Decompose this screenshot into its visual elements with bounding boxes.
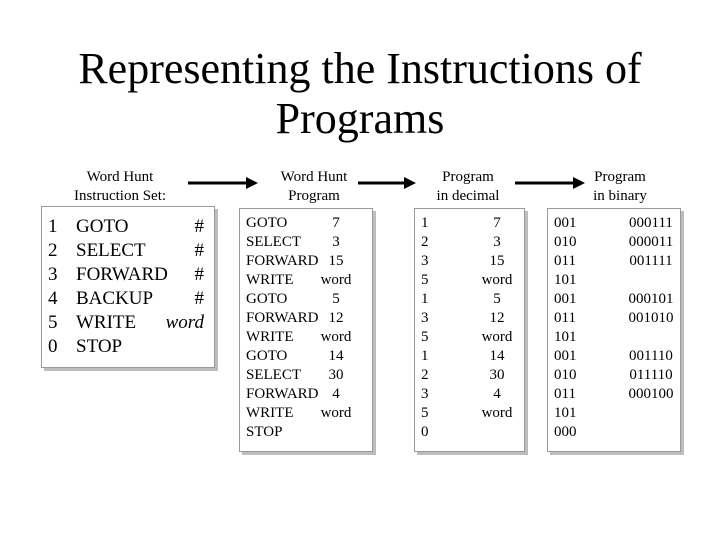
program-line — [240, 309, 372, 328]
program-line — [548, 347, 680, 366]
program-arg: 4 — [493, 386, 501, 402]
program-line — [548, 366, 680, 385]
program-arg: 3 — [493, 234, 501, 250]
program-arg: 000100 — [628, 386, 674, 402]
header-line: Program — [442, 169, 494, 185]
program-op: FORWARD — [246, 386, 319, 402]
program-arg: 3 — [332, 234, 340, 250]
instruction-code: 0 — [48, 336, 58, 357]
program-line — [415, 214, 524, 233]
program-op: GOTO — [246, 348, 288, 364]
program-arg: word — [320, 405, 352, 421]
program-line — [548, 328, 680, 347]
program-op: SELECT — [246, 234, 301, 250]
program-line — [415, 290, 524, 309]
instruction-name: SELECT — [76, 240, 146, 261]
title-line-1: Representing the Instructions of — [78, 44, 642, 93]
program-arg: 14 — [489, 348, 505, 364]
program-line — [415, 271, 524, 290]
program-line — [240, 233, 372, 252]
program-arg: word — [320, 329, 352, 345]
program-line — [240, 366, 372, 385]
instruction-set-box — [41, 206, 215, 368]
program-line — [415, 404, 524, 423]
program-arg: 30 — [489, 367, 505, 383]
program-line — [415, 347, 524, 366]
program-binary-box — [547, 208, 681, 452]
instruction-name: WRITE — [76, 312, 137, 333]
program-line — [415, 423, 524, 442]
instruction-code: 2 — [48, 240, 58, 261]
program-op: WRITE — [246, 405, 294, 421]
program-arg: word — [481, 272, 513, 288]
arrow-right-icon — [515, 175, 587, 191]
program-op: 001 — [554, 215, 577, 231]
program-line — [240, 404, 372, 423]
program-op: 011 — [554, 253, 576, 269]
header-line: in binary — [593, 188, 647, 204]
program-line — [548, 290, 680, 309]
program-op: 5 — [421, 405, 429, 421]
program-line — [548, 271, 680, 290]
program-arg: word — [481, 329, 513, 345]
program-arg: 7 — [332, 215, 340, 231]
instruction-row — [42, 239, 214, 263]
program-arg: 15 — [489, 253, 505, 269]
program-op: FORWARD — [246, 253, 319, 269]
program-op: GOTO — [246, 215, 288, 231]
program-line — [415, 328, 524, 347]
instruction-code: 5 — [48, 312, 58, 333]
program-arg: 000011 — [628, 234, 674, 250]
program-op: 3 — [421, 310, 429, 326]
program-op: 000 — [554, 424, 577, 440]
instruction-row — [42, 335, 214, 359]
header-line: Word Hunt — [86, 169, 154, 185]
program-arg: 4 — [332, 386, 340, 402]
program-op: 101 — [554, 329, 577, 345]
program-op: 3 — [421, 386, 429, 402]
program-arg: 001010 — [628, 310, 674, 326]
instruction-arg: # — [194, 216, 204, 237]
instruction-code: 3 — [48, 264, 58, 285]
slide-title — [0, 44, 720, 144]
instruction-name: FORWARD — [76, 264, 168, 285]
program-arg: word — [320, 272, 352, 288]
program-op: 1 — [421, 348, 429, 364]
program-line — [415, 385, 524, 404]
program-arg: 5 — [332, 291, 340, 307]
program-arg: 15 — [328, 253, 344, 269]
program-op: 001 — [554, 291, 577, 307]
program-op: FORWARD — [246, 310, 319, 326]
instruction-code: 4 — [48, 288, 58, 309]
title-line-2: Programs — [275, 94, 445, 143]
header-instruction-set — [50, 168, 190, 206]
program-op: WRITE — [246, 329, 294, 345]
program-line — [415, 233, 524, 252]
program-op: 3 — [421, 253, 429, 269]
program-op: 101 — [554, 405, 577, 421]
program-arg: 12 — [489, 310, 505, 326]
instruction-name: STOP — [76, 336, 123, 357]
header-line: Word Hunt — [280, 169, 348, 185]
program-line — [240, 214, 372, 233]
program-line — [548, 404, 680, 423]
arrow-right-icon — [358, 175, 418, 191]
program-line — [240, 252, 372, 271]
instruction-row — [42, 287, 214, 311]
instruction-name: GOTO — [76, 216, 129, 237]
instruction-row — [42, 311, 214, 335]
program-op: STOP — [246, 424, 283, 440]
program-op: 1 — [421, 215, 429, 231]
program-line — [415, 309, 524, 328]
program-op: 011 — [554, 310, 576, 326]
program-arg: 14 — [328, 348, 344, 364]
program-op: 010 — [554, 234, 577, 250]
program-op: GOTO — [246, 291, 288, 307]
program-op: 101 — [554, 272, 577, 288]
program-op: SELECT — [246, 367, 301, 383]
program-line — [240, 271, 372, 290]
program-line — [240, 347, 372, 366]
program-op: 0 — [421, 424, 429, 440]
program-arg: 011110 — [629, 367, 673, 383]
program-op: 011 — [554, 386, 576, 402]
program-arg: word — [481, 405, 513, 421]
header-line: Program — [288, 188, 340, 204]
program-line — [548, 214, 680, 233]
program-line — [548, 423, 680, 442]
program-op: 2 — [421, 234, 429, 250]
program-arg: 000111 — [629, 215, 673, 231]
program-arg: 30 — [328, 367, 344, 383]
program-line — [240, 385, 372, 404]
arrow-right-icon — [188, 175, 260, 191]
program-line — [240, 328, 372, 347]
program-line — [548, 385, 680, 404]
header-line: Instruction Set: — [73, 188, 167, 204]
program-op: 010 — [554, 367, 577, 383]
program-line — [240, 290, 372, 309]
instruction-row — [42, 215, 214, 239]
program-op: 2 — [421, 367, 429, 383]
program-box — [239, 208, 373, 452]
header-line: Program — [594, 169, 646, 185]
program-arg: 7 — [493, 215, 501, 231]
program-arg: 12 — [328, 310, 344, 326]
instruction-arg: # — [194, 288, 204, 309]
instruction-arg: word — [165, 312, 204, 333]
program-op: 5 — [421, 329, 429, 345]
program-decimal-box — [414, 208, 525, 452]
program-line — [240, 423, 372, 442]
program-arg: 001111 — [629, 253, 673, 269]
program-op: 1 — [421, 291, 429, 307]
program-op: 5 — [421, 272, 429, 288]
program-line — [415, 366, 524, 385]
program-arg: 001110 — [629, 348, 673, 364]
program-op: WRITE — [246, 272, 294, 288]
program-line — [548, 252, 680, 271]
instruction-row — [42, 263, 214, 287]
program-arg: 5 — [493, 291, 501, 307]
instruction-code: 1 — [48, 216, 58, 237]
instruction-arg: # — [194, 240, 204, 261]
instruction-arg: # — [194, 264, 204, 285]
program-arg: 000101 — [628, 291, 674, 307]
program-line — [415, 252, 524, 271]
program-op: 001 — [554, 348, 577, 364]
program-line — [548, 309, 680, 328]
instruction-name: BACKUP — [76, 288, 154, 309]
program-line — [548, 233, 680, 252]
header-line: in decimal — [436, 188, 500, 204]
